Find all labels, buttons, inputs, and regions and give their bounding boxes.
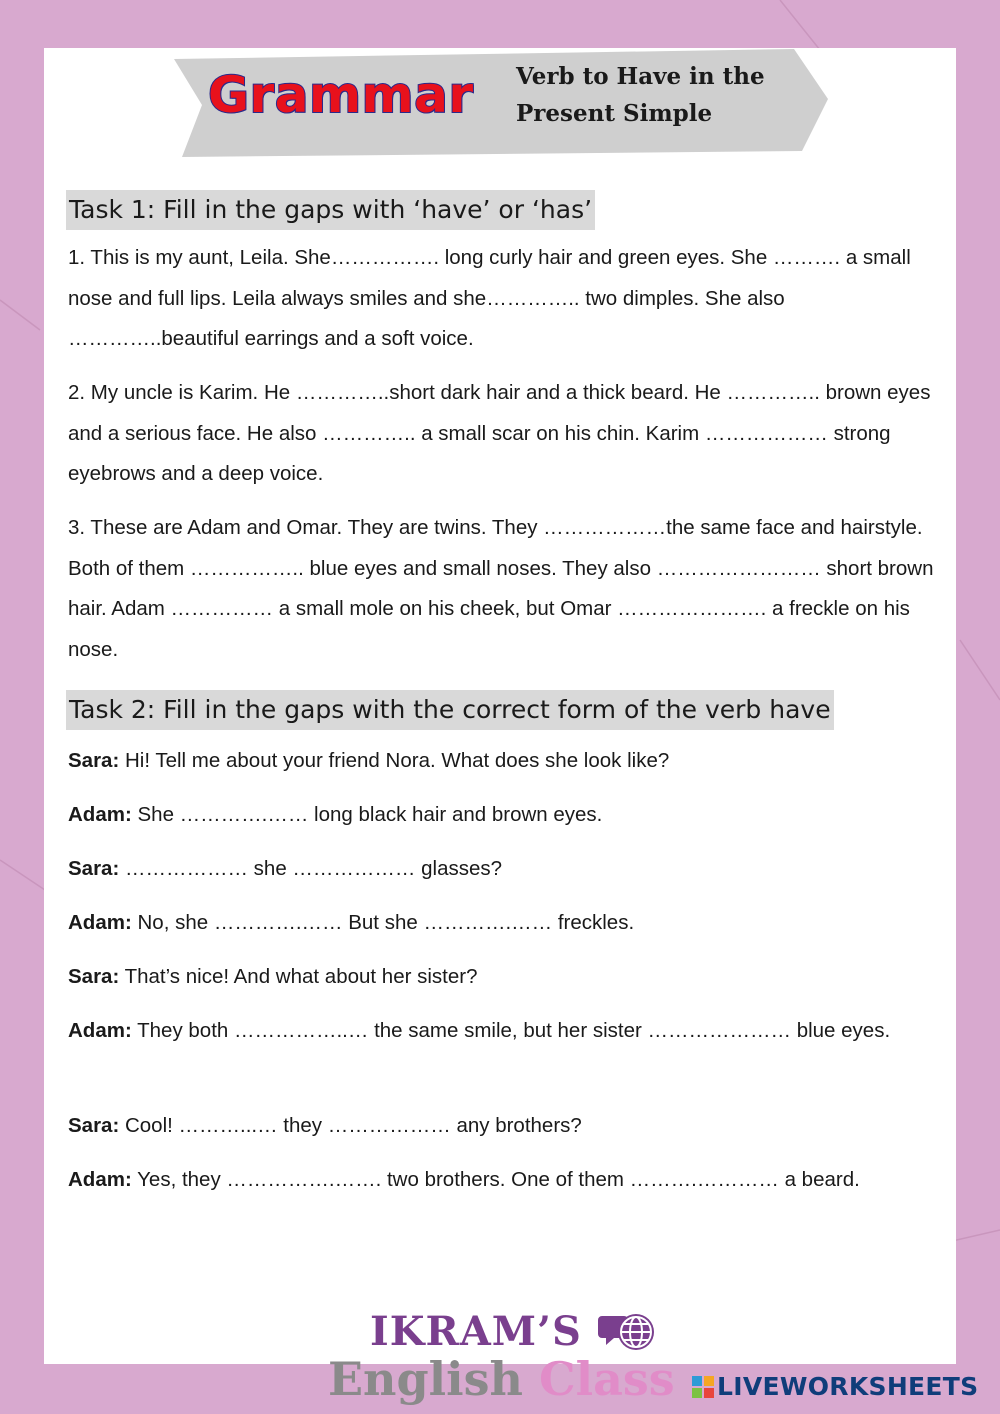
speaker-sara: Sara: bbox=[68, 749, 120, 772]
dialogue-text: Cool! ………...… they ……………… any brothers? bbox=[119, 1114, 582, 1137]
subtitle-line-2: Present Simple bbox=[516, 100, 713, 127]
speaker-sara: Sara: bbox=[68, 965, 120, 988]
dialogue-line bbox=[68, 956, 940, 997]
task1-paragraph-2: 2. My uncle is Karim. He …………..short dark hair and a thick beard. He ………….. brown eyes and a serious face. He also ………….. a small scar on his chin. Karim ……………… strong eyebrows and a deep voice. bbox=[68, 381, 931, 485]
page-title: Grammar bbox=[208, 66, 474, 124]
dialogue-text: That’s nice! And what about her sister? bbox=[119, 965, 478, 988]
dialogue-text: Hi! Tell me about your friend Nora. What does she look like? bbox=[119, 749, 670, 772]
dialogue-line bbox=[68, 740, 940, 781]
dialogue-text: No, she ………….…… But she ………….…… freckles. bbox=[131, 911, 635, 934]
logo-word-class: Class bbox=[538, 1352, 675, 1406]
globe-chat-icon bbox=[598, 1310, 658, 1358]
page-subtitle bbox=[516, 58, 806, 132]
speaker-adam: Adam: bbox=[68, 803, 132, 826]
dialogue-line bbox=[68, 902, 940, 943]
speaker-adam: Adam: bbox=[68, 1019, 132, 1042]
subtitle-line-1: Verb to Have in the bbox=[516, 63, 765, 90]
speaker-sara: Sara: bbox=[68, 857, 120, 880]
task1-paragraph-1: 1. This is my aunt, Leila. She……………. long curly hair and green eyes. She ………. a small nose and full lips. Leila always smiles and she………….. two dimples. She also …………..beautiful earrings and a soft voice. bbox=[68, 246, 911, 350]
task1-heading: Task 1: Fill in the gaps with ‘have’ or ‘has’ bbox=[66, 190, 595, 230]
dialogue-text: ……………… she ……………… glasses? bbox=[119, 857, 503, 880]
task1-paragraph-3: 3. These are Adam and Omar. They are twins. They ………………the same face and hairstyle. Both of them …………….. blue eyes and small noses. They also …………………… short brown hair. Adam …………… a small mole on his cheek, but Omar …………………. a freckle on his nose. bbox=[68, 516, 934, 661]
liveworksheets-label: LIVEWORKSHEETS bbox=[717, 1372, 979, 1401]
dialogue-text: They both ……………..… the same smile, but her sister ………………… blue eyes. bbox=[131, 1019, 891, 1042]
dialogue-line bbox=[68, 1105, 940, 1146]
ikrams-logo-line1: IKRAM’S bbox=[370, 1308, 582, 1355]
dialogue-line bbox=[68, 1159, 940, 1200]
dialogue-text: She ………….…… long black hair and brown eyes. bbox=[131, 803, 603, 826]
dialogue-line bbox=[68, 848, 940, 889]
ikrams-logo-line2 bbox=[328, 1352, 675, 1406]
dialogue-line bbox=[68, 794, 940, 835]
task2-heading: Task 2: Fill in the gaps with the correct form of the verb have bbox=[66, 690, 834, 730]
dialogue-text: Yes, they …………….……. two brothers. One of them ……….………… a beard. bbox=[131, 1168, 860, 1191]
speaker-adam: Adam: bbox=[68, 911, 132, 934]
speaker-adam: Adam: bbox=[68, 1168, 132, 1191]
liveworksheets-brand bbox=[692, 1372, 978, 1401]
liveworksheets-logo-icon bbox=[692, 1376, 714, 1398]
logo-word-english: English bbox=[328, 1352, 523, 1406]
dialogue-line bbox=[68, 1010, 940, 1051]
speaker-sara: Sara: bbox=[68, 1114, 120, 1137]
